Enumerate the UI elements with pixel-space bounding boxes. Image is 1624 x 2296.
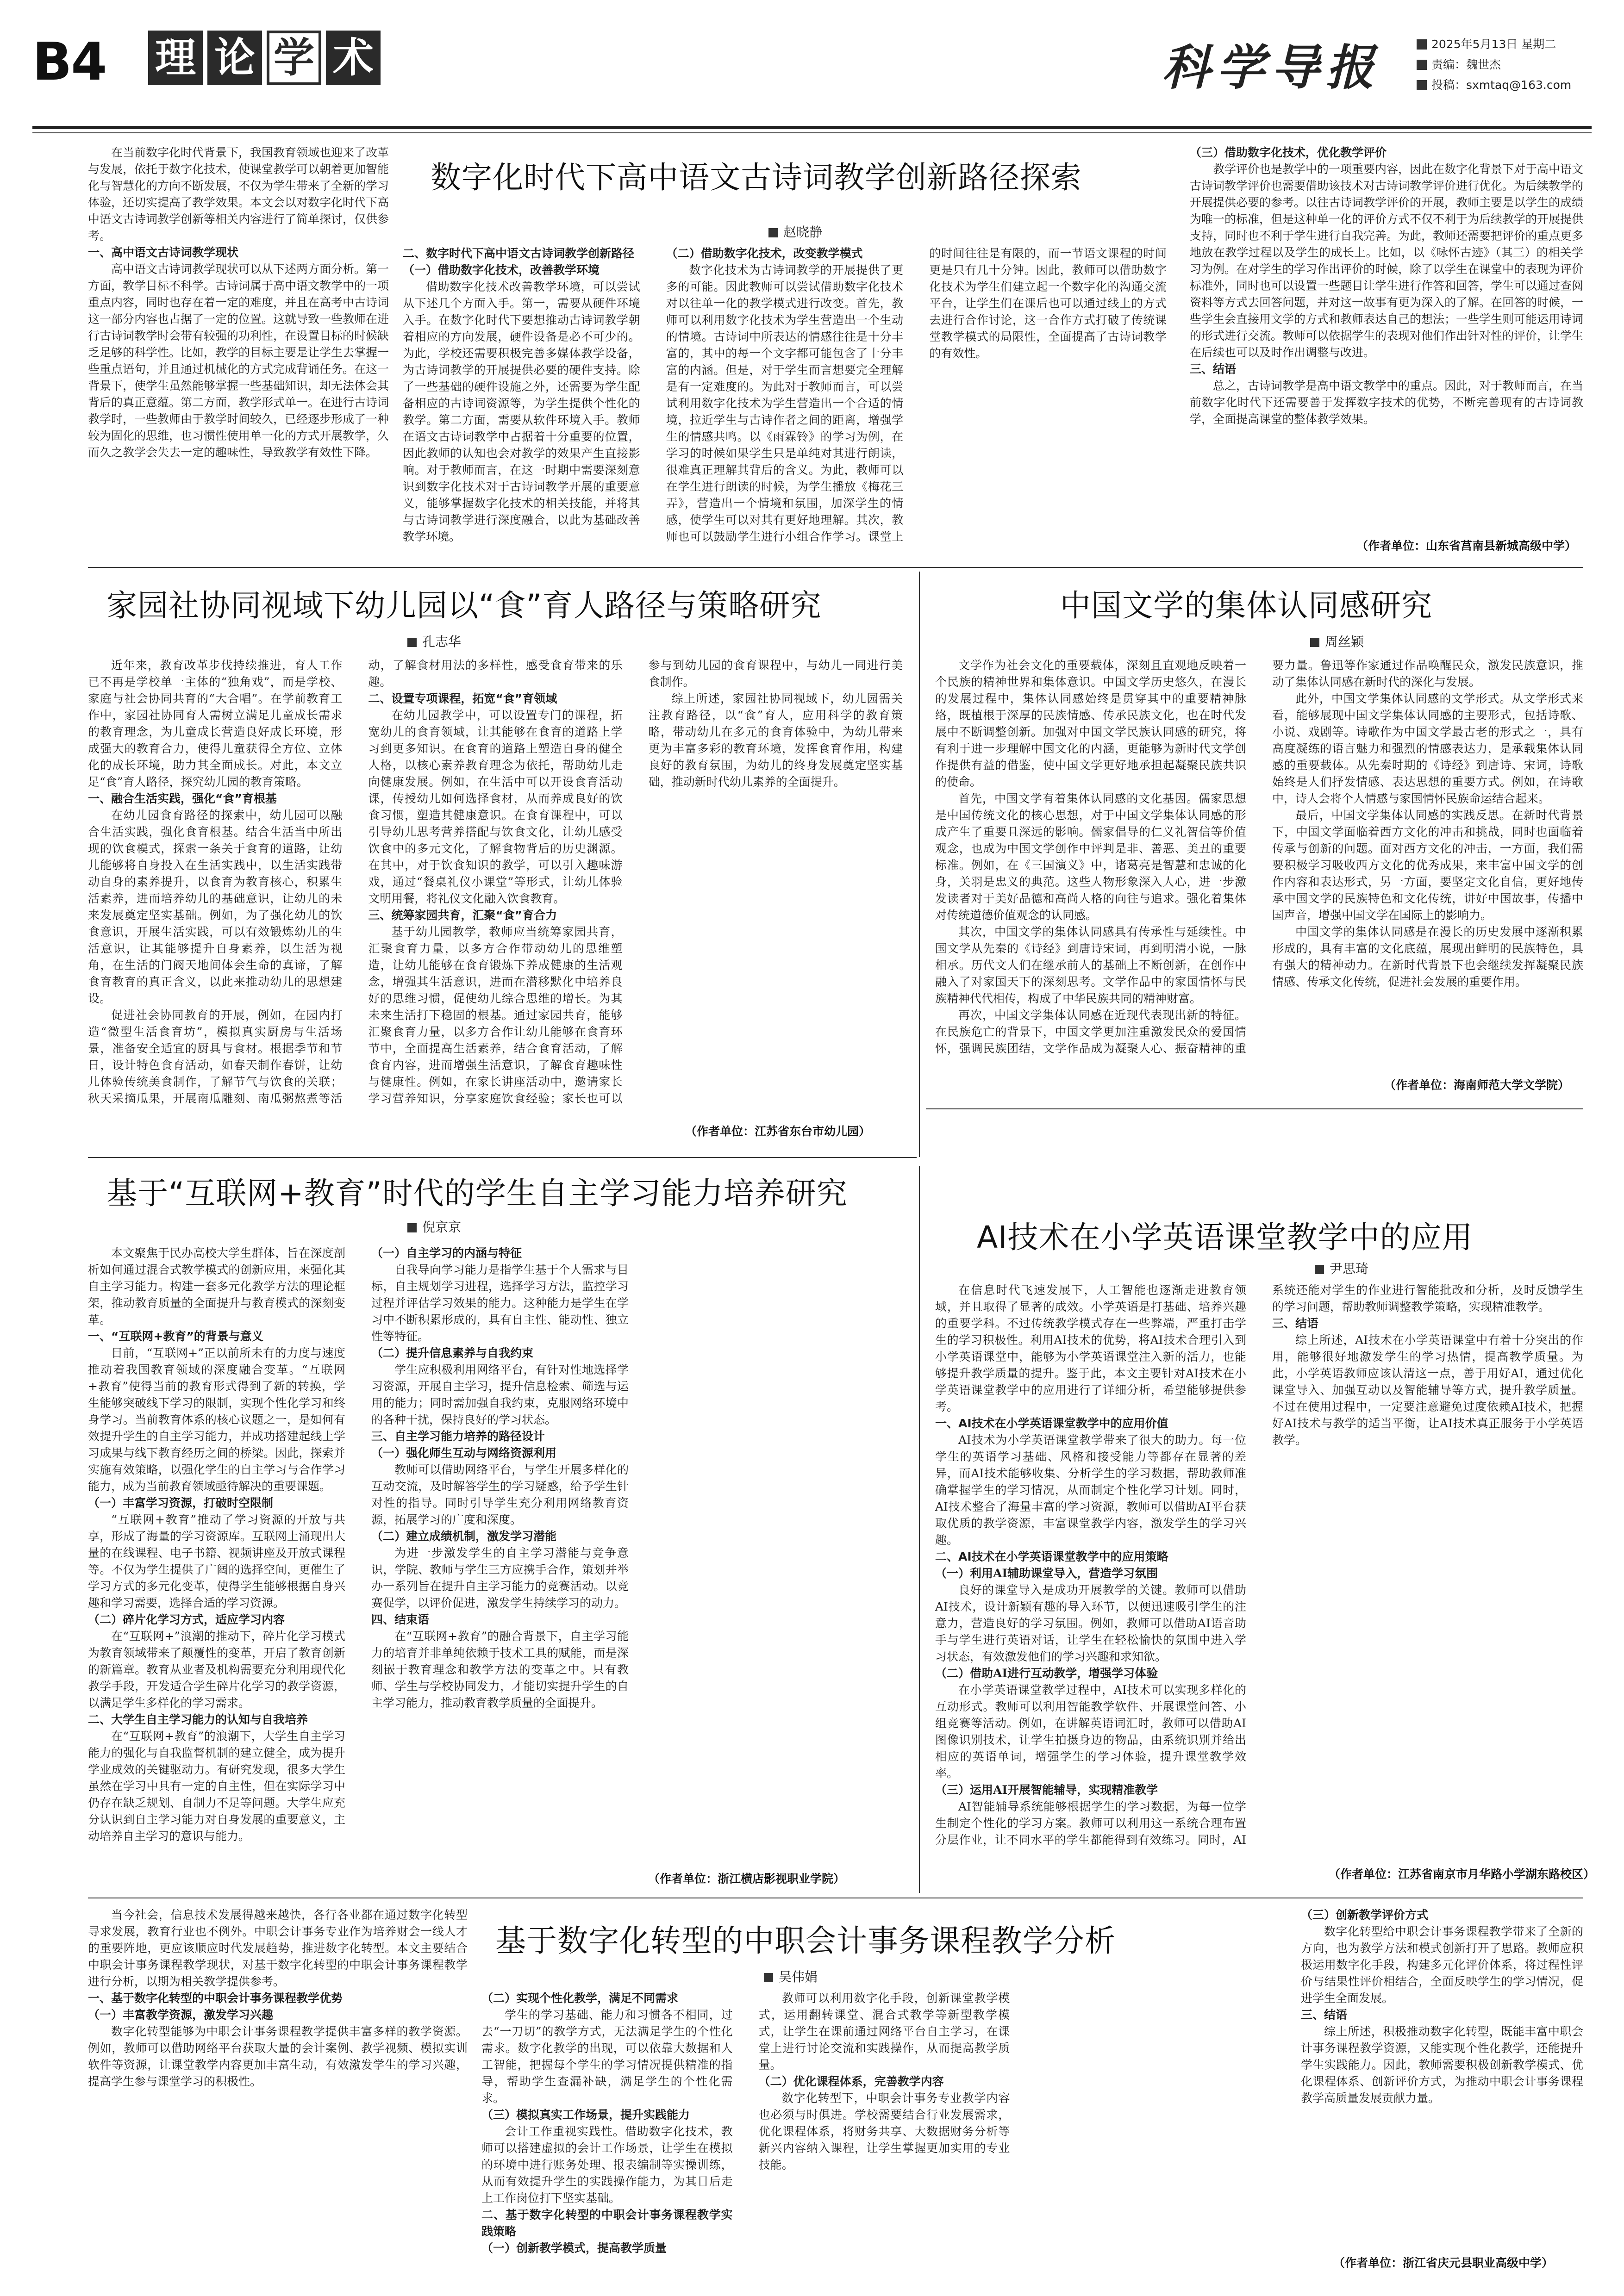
- article-body: [88, 1245, 912, 1860]
- article-title: AI技术在小学英语课堂教学中的应用: [977, 1220, 1473, 1255]
- author-affiliation: （作者单位：海南师范大学文学院）: [1384, 1078, 1570, 1092]
- author-affiliation: （作者单位：江苏省东台市幼儿园）: [685, 1125, 871, 1138]
- issue-meta: [1417, 34, 1602, 95]
- section-heading: 二、大学生自主学习能力的认知与自我培养: [88, 1713, 308, 1726]
- author-affiliation: （作者单位：山东省莒南县新城高级中学）: [1356, 539, 1577, 553]
- paragraph: 自我导向学习能力是指学生基于个人需求与目标，自主规划学习进程，选择学习方法，监控学习过程并评估学习效果的能力。这种能力是学生在学习中不断积累形成的，具有自主性、能动性、独立性等特征。: [371, 1263, 629, 1343]
- paragraph: 学生的学习基础、能力和习惯各不相同，过去“一刀切”的教学方式，无法满足学生的个性化需求。数字化教学的出现，可以依靠大数据和人工智能，把握每个学生的学习情况提供精准的指导，帮助学生查漏补缺，满足学生的个性化需求。: [481, 2008, 733, 2105]
- paragraph: 借助数字化技术改善教学环境，可以尝试从下述几个方面入手。第一，需要从硬件环境入手。在数字化时代下要想推动古诗词教学朝着相应的方向发展，硬件设备是必不可少的。为此，学校还需要积极完善多媒体教学设备，为古诗词教学的开展提供必要的硬件支持。除了一些基础的硬件设施之外，还需要为学生配备相应的古诗词资源等，为学生提供个性化的教学。第二方面，需要从软件环境入手。教师在语文古诗词教学中占据着十分重要的位置，因此教师的认知也会对教学的效果产生直接影响。对于教师而言，在这一时期中需要深刻意识到数字化技术对于古诗词教学开展的重要意义，能够掌握数字化技术的相关技能，并将其与古诗词教学进行深度融合，以此为基础改善教学环境。: [403, 280, 640, 543]
- sub-heading: （三）运用AI开展智能辅导，实现精准教学: [935, 1783, 1158, 1797]
- paragraph: 在“互联网+教育”的融合背景下，自主学习能力的培育并非单纯依赖于技术工具的赋能，而是深刻嵌于教育理念和教学方法的变革之中。只有教师、学生与学校协同发力，才能切实提升学生的自主学习能力，推动教育教学质量的全面提升。: [371, 1630, 629, 1710]
- paragraph: 为进一步激发学生的自主学习潜能与竞争意识，学院、教师与学生三方应携手合作，策划并举办一系列旨在提升自主学习能力的竞赛活动。以竞赛促学，以评价促进，激发学生持续学习的动力。: [371, 1546, 629, 1610]
- author-affiliation: （作者单位：江苏省南京市月华路小学湖东路校区）: [1329, 1867, 1595, 1881]
- paragraph: 综上所述，家园社协同视域下，幼儿园需关注教育路径，以“食”育人，应用科学的教育策略，带动幼儿在多元的食育体验中，为幼儿带来更为丰富多彩的教育环境，发挥食育作用，构建良好的教育氛围，为幼儿的终身发展奠定坚实基础，推动新时代幼儿素养的全面提升。: [648, 692, 903, 789]
- paragraph: 高中语文古诗词教学现状可以从下述两方面分析。第一方面，教学目标不科学。古诗词属于高中语文教学中的一项重点内容，同时也存在着一定的难度，并且在高考中古诗词这一部分内容也占据了一定的位置。这就导致一些教师在进行古诗词教学时会带有较强的功利性，在设置目标的时候缺乏足够的科学性。比如，教学的目标主要是让学生去掌握一些重点语句，并且通过机械化的方式完成背诵任务。在这一背景下，使学生虽然能够掌握一些基础知识，却无法体会其背后的真正意蕴。第二方面，教学形式单一。在进行古诗词教学时，一些教师由于教学时间较久，已经逐步形成了一种较为固化的思维，也习惯性使用单一化的方式开展教学，久而久之教学会失去一定的趣味性，导致教学有效性下降。: [88, 262, 389, 459]
- paper-name: 科学导报: [1162, 39, 1381, 96]
- section-title: [148, 31, 381, 85]
- divider: [919, 572, 920, 1157]
- sub-heading: （一）自主学习的内涵与特征: [371, 1246, 522, 1260]
- section-heading: 二、设置专项课程，拓宽“食”育领域: [368, 692, 557, 705]
- masthead-rule: [32, 126, 1592, 129]
- paragraph: 在“互联网+教育”的浪潮下，大学生自主学习能力的强化与自我监督机制的建立健全，成为提升学业成效的关键驱动力。有研究发现，很多大学生虽然在学习中具有一定的自主性，但在实际学习中仍存在缺乏规划、自制力不足等问题。大学生应充分认识到自主学习能力对自身发展的重要意义，主动培养自主学习的意识与能力。: [88, 1730, 345, 1843]
- issue-email: 投稿：sxmtaq@163.com: [1417, 75, 1602, 95]
- section-heading: 一、高中语文古诗词教学现状: [88, 246, 239, 259]
- section-heading: 三、自主学习能力培养的路径设计: [371, 1430, 545, 1443]
- author-affiliation: （作者单位：浙江省庆元县职业高级中学）: [1333, 2256, 1554, 2270]
- article-byline: 吴伟娟: [764, 1967, 818, 1985]
- article-body: [935, 657, 1583, 1074]
- section-heading: 三、结语: [1272, 1317, 1319, 1330]
- sub-heading: （一）丰富教学资源，激发学习兴趣: [88, 2008, 274, 2022]
- masthead: [32, 19, 1592, 125]
- sub-heading: （二）碎片化学习方式，适应学习内容: [88, 1613, 285, 1626]
- article-body: [88, 657, 903, 1120]
- paragraph: 数字化转型给中职会计事务课程教学带来了全新的方向，也为教学方法和模式创新打开了思路。教师应积极运用数字化手段，构建多元化评价体系，将过程性评价与结果性评价相结合，全面反映学生的学习情况，促进学生全面发展。: [1301, 1925, 1583, 2005]
- sub-heading: （一）借助数字化技术，改善教学环境: [403, 263, 600, 277]
- paragraph: 中国文学的集体认同感是在漫长的历史发展中逐渐积累形成的，具有丰富的文化底蕴，展现出鲜明的民族特色，具有强大的精神动力。在新时代背景下也会继续发挥凝聚民族情感、传承文化传统，促进社会发展的重要作用。: [1272, 925, 1583, 989]
- paragraph: 在小学英语课堂教学过程中，AI技术可以实现多样化的互动形式。教师可以利用智能教学软件、开展课堂问答、小组竞赛等活动。例如，在讲解英语词汇时，教师可以借助AI图像识别技术，让学生拍摄身边的物品，由系统识别并给出相应的英语单词，增强学生的学习体验，提升课堂教学效率。: [935, 1683, 1246, 1780]
- article-body-intro: [88, 144, 389, 561]
- article-byline: 孔志华: [407, 632, 461, 650]
- divider: [88, 1157, 917, 1158]
- paragraph: 基于幼儿园教学，教师应当统筹家园共育，汇聚食育力量，以多方合作带动幼儿的思维塑造，让幼儿能够在食育锻炼下养成健康的生活观念，增强其生活意识，进而在潜移默化中培养良好的思维习惯，促使幼儿综合思维的增长。为其未来生活打下稳固的根基。通过家园共育，能够汇聚食育力量，以多方合作让幼儿能够在食育环节中，全面提高生活素养，结合食育活动，了解食育内容，进而增强生活意识，了解食育趣味性与健康性。例如，在家长讲座活动中，邀请家长学习营养知识，分享家庭饮食经验；家长也可以参与到幼儿园的食育课程中，与幼儿一同进行美食制作。: [368, 659, 903, 1105]
- paragraph: 目前，“互联网+”正以前所未有的力度与速度推动着我国教育领域的深度融合变革。“互联网+教育”使得当前的教育形式得到了新的转换，学生能够突破线下学习的限制，实现个性化学习和终身学习。当前教育体系的核心议题之一，是如何有效提升学生的自主学习能力，并成功搭建起线上学习成果与线下教育经历之间的桥梁。因此，探索并实施有效策略，以强化学生的自主学习与合作学习能力，成为当前教育领域亟待解决的重要课题。: [88, 1346, 345, 1493]
- section-heading: 一、“互联网+教育”的背景与意义: [88, 1330, 263, 1343]
- issue-editor: 责编：魏世杰: [1417, 55, 1602, 75]
- article-byline: 周丝颖: [1310, 632, 1364, 650]
- section-heading: 二、数字时代下高中语文古诗词教学创新路径: [403, 247, 635, 260]
- paragraph: 在“互联网+”浪潮的推动下，碎片化学习模式为教育领域带来了颠覆性的变革，开启了教育创新的新篇章。教育从业者及机构需要充分利用现代化教学手段，开发适合学生碎片化学习的教学资源，以满足学生多样化的学习需求。: [88, 1630, 345, 1710]
- paragraph: 在信息时代飞速发展下，人工智能也逐渐走进教育领域，并且取得了显著的成效。小学英语是打基础、培养兴趣的重要学科。不过传统教学模式存在一些弊端，严重打击学生的学习积极性。利用AI技术的优势，将AI技术合理引入到小学英语课堂中，能够为小学英语课堂注入新的活力，也能够提升教学质量的提升。鉴于此，本文主要针对AI技术在小学英语课堂教学中的应用进行了详细分析，希望能够提供参考。: [935, 1283, 1246, 1413]
- article-title: 家园社协同视域下幼儿园以“食”育人路径与策略研究: [106, 588, 822, 623]
- paragraph: 在幼儿园教学中，可以设置专门的课程，拓宽幼儿的食育领域，让其能够在食育的道路上学习到更多知识。在食育的道路上塑造自身的健全人格，以核心素养教育理念为依托，帮助幼儿走向健康发展。例如，在生活中可以开设食育活动课，传授幼儿如何选择食材，从而养成良好的饮食习惯，塑造其健康意识。在食育课程中，可以引导幼儿思考营养搭配与饮食文化，让幼儿感受饮食中的多元文化，了解食物背后的历史渊源。在其中，对于饮食知识的教学，可以引入趣味游戏，通过“餐桌礼仪小课堂”等形式，让幼儿体验文明用餐，将礼仪文化融入饮食教育。: [368, 709, 623, 905]
- paragraph: 总之，古诗词教学是高中语文教学中的重点。因此，对于教师而言，在当前数字化时代下还需要善于发挥数字技术的优势，不断完善现有的古诗词教学，全面提高课堂的整体教学效果。: [1190, 379, 1583, 426]
- article-body: [481, 1990, 1287, 2259]
- paragraph: 综上所述，AI技术在小学英语课堂中有着十分突出的作用，能够很好地激发学生的学习热情，提高教学质量。为此，小学英语教师应该认清这一点，善于用好AI，通过优化课堂导入、加强互动以及智能辅导等方式，提升教学质量。不过在使用过程中，一定要注意避免过度依赖AI技术，把握好AI技术与教学的适当平衡，让AI技术真正服务于小学英语教学。: [1272, 1333, 1583, 1447]
- paragraph: 数字化转型能够为中职会计事务课程教学提供丰富多样的教学资源。例如，教师可以借助网络平台获取大量的会计案例、教学视频、模拟实训软件等资源，让课堂教学内容更加丰富生动，有效激发学生的学习兴趣，提高学生参与课堂学习的积极性。: [88, 2025, 468, 2088]
- article-body: [403, 245, 1167, 560]
- divider: [919, 1166, 920, 1893]
- page-number: B4: [32, 32, 106, 92]
- paragraph: 教师可以借助网络平台，与学生开展多样化的互动交流，及时解答学生的学习疑惑，给予学生针对性的指导。同时引导学生充分利用网络教育资源，拓展学习的广度和深度。: [371, 1463, 629, 1526]
- paragraph: 良好的课堂导入是成功开展教学的关键。教师可以借助AI技术，设计新颖有趣的导入环节，以便迅速吸引学生的注意力，营造良好的学习氛围。例如，教师可以借助AI语音助手与学生进行英语对话，让学生在轻松愉快的氛围中进入学习状态，有效激发他们的学习兴趣和求知欲。: [935, 1583, 1246, 1663]
- sub-heading: （一）利用AI辅助课堂导入，营造学习氛围: [935, 1567, 1158, 1580]
- article-byline: 尹思琦: [1315, 1259, 1368, 1277]
- section-char: 理: [148, 31, 203, 85]
- sub-heading: （二）提升信息素养与自我约束: [371, 1346, 534, 1360]
- paragraph: 教师可以利用数字化手段，创新课堂教学模式，运用翻转课堂、混合式教学等新型教学模式，让学生在课前通过网络平台自主学习，在课堂上进行讨论交流和实践操作，从而提高教学质量。: [758, 1991, 1010, 2072]
- paragraph: 其次，中国文学的集体认同感具有传承性与延续性。中国文学从先秦的《诗经》到唐诗宋词，再到明清小说，一脉相承。历代文人们在继承前人的基础上不断创新，在创作中融入了对家国天下的深刻思考。文学作品中的家国情怀与民族精神代代相传，构成了中华民族共同的精神财富。: [935, 925, 1246, 1005]
- paragraph: 会计工作重视实践性。借助数字化技术，教师可以搭建虚拟的会计工作场景，让学生在模拟的环境中进行账务处理、报表编制等实操训练，从而有效提升学生的实践操作能力，为其日后走上工作岗位打下坚实基础。: [481, 2125, 733, 2205]
- sub-heading: （一）创新教学模式，提高教学质量: [481, 2241, 667, 2255]
- section-heading: 三、结语: [1301, 2008, 1348, 2022]
- paragraph: 首先，中国文学有着集体认同感的文化基因。儒家思想是中国传统文化的核心思想，对于中国文学集体认同感的形成产生了重要且深远的影响。儒家倡导的仁义礼智信等价值观念，也成为中国文学创作中评判是非、善恶、美丑的重要标准。例如，在《三国演义》中，诸葛亮是智慧和忠诚的化身，关羽是忠义的典范。这些人物形象深入人心，进一步激发读者对于美好品德和高尚人格的向往与追求。强化着集体对传统道德价值观念的认同感。: [935, 792, 1246, 922]
- paragraph: 当今社会，信息技术发展得越来越快，各行各业都在通过数字化转型寻求发展，教育行业也不例外。中职会计事务专业作为培养财会一线人才的重要阵地，更应该顺应时代发展趋势，推进数字化转型。本文主要结合中职会计事务课程教学现状，对基于数字化转型的中职会计事务课程教学进行分析，以期为相关教学提供参考。: [88, 1908, 468, 1988]
- sub-heading: （二）优化课程体系，完善教学内容: [758, 2075, 944, 2088]
- sub-heading: （三）创新教学评价方式: [1301, 1908, 1429, 1922]
- divider: [926, 1108, 1583, 1109]
- article-body-intro: [88, 1907, 468, 2259]
- sub-heading: （二）实现个性化教学，满足不同需求: [481, 1991, 679, 2005]
- paragraph: 数字化转型下，中职会计事务专业教学内容也必须与时俱进。学校需要结合行业发展需求，优化课程体系，将财务共享、大数据财务分析等新兴内容纳入课程，让学生掌握更加实用的专业技能。: [758, 2091, 1010, 2172]
- paragraph: 综上所述，积极推动数字化转型，既能丰富中职会计事务课程教学资源，又能实现个性化教学，还能提升学生实践能力。因此，教师需要积极创新教学模式、优化课程体系、创新评价方式，为推动中职会计事务课程教学高质量发展贡献力量。: [1301, 2025, 1583, 2105]
- article-body-right: [1190, 144, 1583, 529]
- paragraph: 教学评价也是教学中的一项重要内容，因此在数字化背景下对于高中语文古诗词教学评价也需要借助该技术对古诗词教学评价进行优化。为后续教学的开展提供必要的参考。以往古诗词教学评价的开展，教师主要是以学生的成绩为唯一的标准，但是这种单一化的评价方式不仅不利于为后续教学的开展提供支持，同时也不利于学生进行自我完善。为此，教师还需要把评价的重点更多地放在教学过程以及学生的成长上。比如，以《咏怀古迹》（其三）的相关学习为例。在对学生的学习作出评价的时候，除了以学生在课堂中的表现为评价标准外，同时也可以设置一些题目让学生进行作答和回答，学生可以通过查阅资料等方式去回答问题，并对这一故事有更为深入的了解。在回答的时候，一些学生会直接用文学的方式和教师表达自己的想法；一些学生则可能运用诗词的形式进行交流。教师可以依据学生的表现对他们作出针对性的评价，让学生在后续也可以及时作出调整与改进。: [1190, 162, 1583, 359]
- divider: [88, 567, 1583, 568]
- article-title: 基于数字化转型的中职会计事务课程教学分析: [495, 1923, 1116, 1959]
- paragraph: 近年来，教育改革步伐持续推进，育人工作已不再是学校单一主体的“独角戏”，而是学校、家庭与社会协同共育的“大合唱”。在学前教育工作中，家园社协同育人需树立满足儿童成长需求的教育理念，为儿童成长营造良好成长环境，形成强大的教育合力，使得儿童获得全方位、立体化的成长环境，助力其全面成长。对此，本文立足“食”育人路径，探究幼儿园的教育策略。: [88, 659, 343, 789]
- section-heading: 四、结束语: [371, 1613, 430, 1626]
- paragraph: 本文聚焦于民办高校大学生群体，旨在深度剖析如何通过混合式教学模式的创新应用，来强化其自主学习能力。构建一套多元化教学方法的理论框架，推动教育质量的全面提升与教育模式的深刻变革。: [88, 1246, 345, 1326]
- article-byline: 倪京京: [407, 1217, 461, 1236]
- paragraph: “互联网+教育”推动了学习资源的开放与共享，形成了海量的学习资源库。互联网上涌现出大量的在线课程、电子书籍、视频讲座及开放式课程等。不仅为学生提供了广阔的选择空间，更催生了学习方式的多元化变革，使得学生能够根据自身兴趣和学习需要，选择合适的学习资源。: [88, 1513, 345, 1610]
- paragraph: 文学作为社会文化的重要载体，深刻且直观地反映着一个民族的精神世界和集体意识。中国文学历史悠久，在漫长的发展过程中，集体认同感始终是贯穿其中的重要精神脉络，既植根于深厚的民族情感、传承民族文化，也在时代发展中不断调整创新。加强对中国文学民族认同感的研究，将有利于进一步理解中国文化的内涵，更能够为新时代文学创作提供有益的借鉴，使中国文学更好地承担起凝聚民族共识的使命。: [935, 659, 1246, 789]
- section-char: 术: [326, 31, 381, 85]
- sub-heading: （二）建立成绩机制，激发学习潜能: [371, 1530, 557, 1543]
- sub-heading: （三）借助数字化技术，优化教学评价: [1190, 146, 1387, 159]
- sub-heading: （二）借助数字化技术，改变教学模式: [666, 247, 863, 260]
- article-title: 数字化时代下高中语文古诗词教学创新路径探索: [431, 160, 1082, 195]
- section-heading: 二、AI技术在小学英语课堂教学中的应用策略: [935, 1550, 1168, 1563]
- paragraph: 最后，中国文学集体认同感的实践反思。在新时代背景下，中国文学面临着西方文化的冲击和挑战，同时也面临着传承与创新的问题。面对西方文化的冲击，一方面，我们需要积极学习吸收西方文化的优秀成果，来丰富中国文学的创作内容和表达形式，另一方面，要坚定文化自信，更好地传承中国文学的民族特色和文化传统，讲好中国故事，传播中国声音，增强中国文学在国际上的影响力。: [1272, 809, 1583, 922]
- author-affiliation: （作者单位：浙江横店影视职业学院）: [648, 1872, 845, 1885]
- article-title: 基于“互联网+教育”时代的学生自主学习能力培养研究: [106, 1176, 848, 1211]
- article-title: 中国文学的集体认同感研究: [1060, 588, 1432, 623]
- paragraph: 此外，中国文学集体认同感的文学形式。从文学形式来看，能够展现中国文学集体认同感的主要形式，包括诗歌、小说、戏剧等。诗歌作为中国文学最古老的形式之一，具有高度凝练的语言魅力和强烈的情感表达力，是承载集体认同感的重要载体。从先秦时期的《诗经》到唐诗、宋词，诗歌始终是人们抒发情感、表达思想的重要方式。例如，在诗歌中，诗人会将个人情感与家国情怀民族命运结合起来。: [1272, 692, 1583, 805]
- paragraph: 再次，中国文学集体认同感在近现代表现出新的特征。在民族危亡的背景下，中国文学更加注重激发民众的爱国情怀，强调民族团结，文学作品成为凝聚人心、振奋精神的重要力量。鲁迅等作家通过作品唤醒民众，激发民族意识，推动了集体认同感在新时代的深化与发展。: [935, 659, 1583, 1055]
- section-char: 论: [207, 31, 262, 85]
- masthead-rule-thin: [32, 132, 1592, 133]
- section-char: 学: [267, 31, 321, 85]
- sub-heading: （二）借助AI进行互动教学，增强学习体验: [935, 1667, 1158, 1680]
- sub-heading: （三）模拟真实工作场景，提升实践能力: [481, 2108, 690, 2122]
- article-body-right: [1301, 1907, 1583, 2245]
- section-heading: 三、结语: [1190, 362, 1237, 376]
- sub-heading: （一）丰富学习资源，打破时空限制: [88, 1496, 274, 1510]
- paragraph: AI智能辅导系统能够根据学生的学习数据，为每一位学生制定个性化的学习方案。教师可以利用这一系统合理布置分层作业，让不同水平的学生都能得到有效练习。同时，AI系统还能对学生的作业进行智能批改和分析，及时反馈学生的学习问题，帮助教师调整教学策略，实现精准教学。: [935, 1283, 1583, 1847]
- section-heading: 一、AI技术在小学英语课堂教学中的应用价值: [935, 1417, 1168, 1430]
- section-heading: 一、融合生活实践，强化“食”育根基: [88, 792, 277, 805]
- section-heading: 一、基于数字化转型的中职会计事务课程教学优势: [88, 1991, 343, 2005]
- article-byline: 赵晓静: [768, 222, 822, 241]
- article-body: [935, 1282, 1583, 1860]
- paragraph: 在当前数字化时代背景下，我国教育领域也迎来了改革与发展，依托于数字化技术，使课堂教学可以朝着更加智能化与智慧化的方向不断发展，不仅为学生带来了全新的学习体验，还切实提高了教学效果。本文会以对数字化时代下高中语文古诗词教学创新等相关内容进行了简单探讨，仅供参考。: [88, 146, 389, 243]
- paragraph: 促进社会协同教育的开展，例如，在园内打造“微型生活食育坊”，模拟真实厨房与生活场景，准备安全适宜的厨具与食材。根据季节和节日，设计特色食育活动，如春天制作春饼，让幼儿体验传统美食制作，了解节气与饮食的关联；秋天采摘瓜果，开展南瓜雕刻、南瓜粥熬煮等活动，了解食材用法的多样性，感受食育带来的乐趣。: [88, 659, 623, 1105]
- issue-date: 2025年5月13日 星期二: [1417, 34, 1602, 55]
- paragraph: AI技术为小学英语课堂教学带来了很大的助力。每一位学生的英语学习基础、风格和接受能力等都存在显著的差异，而AI技术能够收集、分析学生的学习数据，帮助教师准确掌握学生的学习情况，从而制定个性化学习计划。同时，AI技术整合了海量丰富的学习资源，教师可以借助AI平台获取优质的教学资源，丰富课堂教学内容，激发学生的学习兴趣。: [935, 1433, 1246, 1547]
- paragraph: 学生应积极利用网络平台，有针对性地选择学习资源，开展自主学习，提升信息检索、筛选与运用的能力；同时需加强自我约束，克服网络环境中的各种干扰，保持良好的学习状态。: [371, 1363, 629, 1426]
- paragraph: 在幼儿园食育路径的探索中，幼儿园可以融合生活实践，强化食育根基。结合生活当中所出现的饮食模式，探索一条关于食育的道路，让幼儿能够将自身投入在生活实践中，以生活实践带动自身的素养提升，以食育为教育核心，积累生活素养，进而培养幼儿的基础意识，让幼儿的未来发展奠定坚实基础。例如，为了强化幼儿的饮食意识，开展生活实践，可以有效锻炼幼儿的生活意识，让其能够提升自身素养，以生活为视角，在生活的门阀天地间体会生命的真谛，了解食育教育的真正含义，以此来推动幼儿的思想建设。: [88, 809, 343, 1005]
- paragraph: 数字化技术为古诗词教学的开展提供了更多的可能。因此教师可以尝试借助数字化技术对以往单一化的教学模式进行改变。首先，教师可以利用数字化技术为学生营造出一个生动的情境。古诗词中所表达的情感往往是十分丰富的，其中的每一个文字都可能包含了十分丰富的内涵。但是，对于学生而言想要完全理解是有一定难度的。为此对于教师而言，可以尝试利用数字化技术为学生营造出一个合适的情境，拉近学生与古诗作者之间的距离，增强学生的情感共鸣。以《雨霖铃》的学习为例，在学习的时候如果学生只是单纯对其进行朗读，很难真正理解其背后的含义。为此，教师可以在学生进行朗读的时候，为学生播放《梅花三弄》，营造出一个情境和氛围，加深学生的情感，使学生可以对其有更好地理解。其次，教师也可以鼓励学生进行小组合作学习。课堂上的时间往往是有限的，而一节语文课程的时间更是只有几十分钟。因此，教师可以借助数字化技术为学生们建立起一个数字化的沟通交流平台，让学生们在课后也可以通过线上的方式去进行合作讨论，这一合作方式打破了传统课堂教学模式的局限性，全面提高了古诗词教学的有效性。: [666, 247, 1167, 543]
- section-heading: 二、基于数字化转型的中职会计事务课程教学实践策略: [481, 2208, 733, 2238]
- section-heading: 三、统筹家园共育，汇聚“食”育合力: [368, 908, 557, 922]
- sub-heading: （一）强化师生互动与网络资源利用: [371, 1446, 557, 1460]
